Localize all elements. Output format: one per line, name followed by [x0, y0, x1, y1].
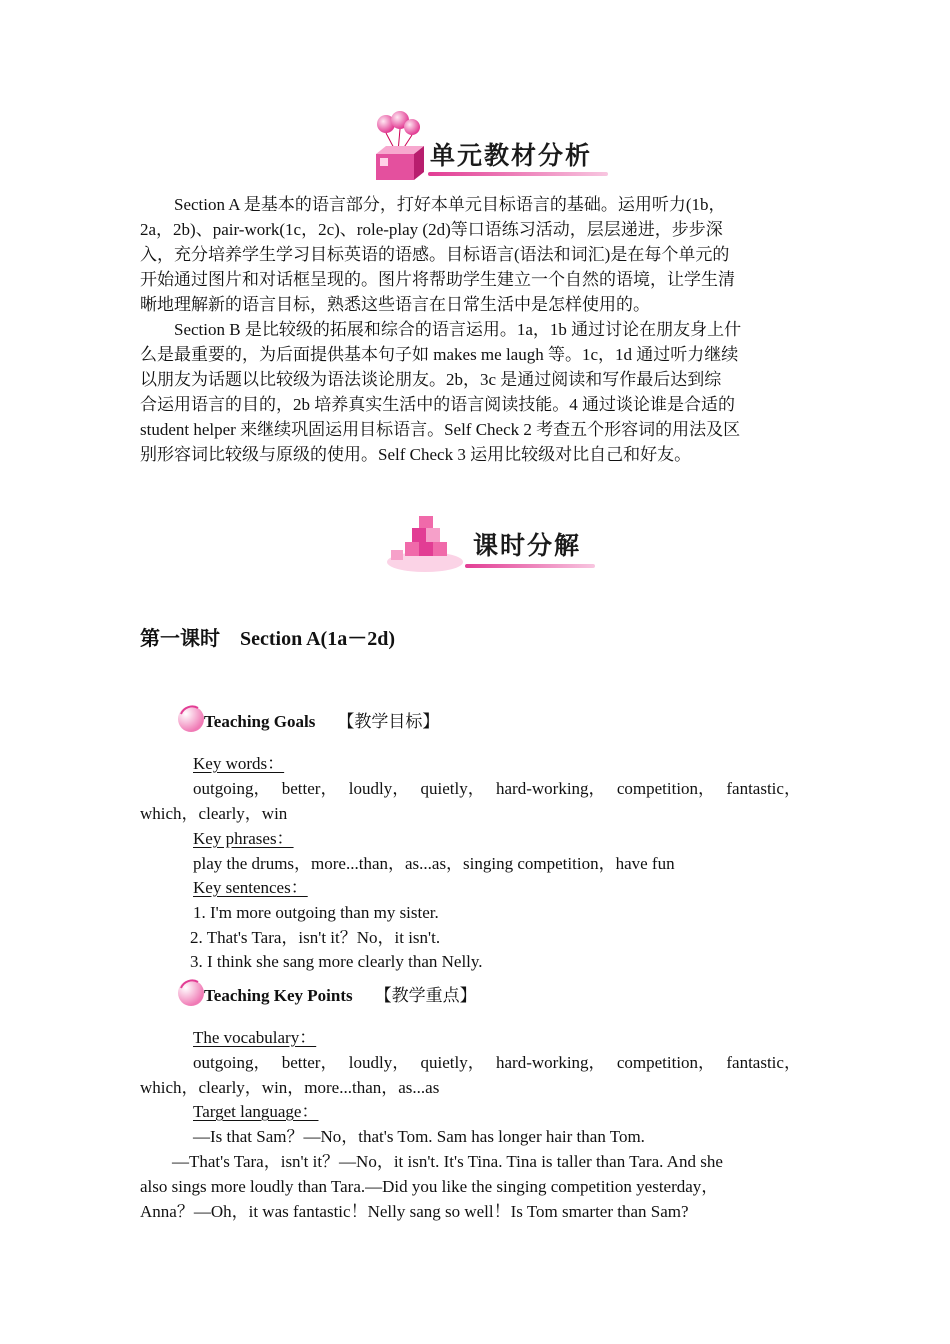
vocabulary-label: The vocabulary： — [193, 1028, 317, 1047]
key-sentence-1: 1. I'm more outgoing than my sister. — [193, 903, 439, 922]
word: loudly， — [348, 1053, 410, 1072]
word: quietly， — [420, 1053, 485, 1072]
key-sentence-2: 2. That's Tara，isn't it？No，it isn't. — [190, 928, 441, 947]
word: hard-working， — [496, 1053, 606, 1072]
word: quietly， — [420, 779, 485, 798]
unit-analysis-title: 单元教材分析 — [430, 141, 593, 170]
word: fantastic， — [726, 779, 801, 798]
key-phrases-label: Key phrases： — [193, 829, 294, 848]
target-language-line: —That's Tara，isn't it？—No，it isn't. It's Tina. Tina is taller than Tara. And she — [172, 1152, 723, 1171]
text-line: 别形容词比较级与原级的使用。Self Check 3 运用比较级对比自己和好友。 — [140, 445, 692, 464]
word: better， — [281, 1053, 338, 1072]
target-language-line: Anna？—Oh，it was fantastic！Nelly sang so well！Is Tom smarter than Sam? — [140, 1202, 689, 1221]
unit-analysis-banner — [370, 110, 620, 185]
banner-underline — [465, 564, 595, 568]
unit-analysis-paragraph-1 — [140, 192, 810, 317]
word: outgoing， — [193, 779, 271, 798]
text-line: 以朋友为话题以比较级为语法谈论朋友。2b，3c 是通过阅读和写作最后达到综 — [140, 370, 722, 389]
key-sentences-label: Key sentences： — [193, 878, 308, 897]
target-language-line: —Is that Sam？—No，that's Tom. Sam has longer hair than Tom. — [193, 1127, 645, 1146]
word: competition， — [616, 779, 716, 798]
teaching-key-points-label-cn: 【教学重点】 — [374, 986, 477, 1005]
text-line: Section A 是基本的语言部分，打好本单元目标语言的基础。运用听力(1b， — [174, 195, 726, 214]
word: fantastic， — [726, 1053, 801, 1072]
teaching-key-points-label: Teaching Key Points — [204, 986, 353, 1005]
teaching-goals-label: Teaching Goals — [204, 712, 316, 731]
vocabulary-line — [193, 1050, 801, 1075]
text-line: 晰地理解新的语言目标，熟悉这些语言在日常生活中是怎样使用的。 — [140, 295, 650, 314]
text-line: 入，充分培养学生学习目标英语的语感。目标语言(语法和词汇)是在每个单元的 — [140, 245, 730, 264]
teaching-goals-label-cn: 【教学目标】 — [337, 712, 440, 731]
key-sentence-3: 3. I think she sang more clearly than Nelly. — [190, 952, 483, 971]
teaching-key-points-header — [176, 974, 477, 1008]
teaching-goals-header — [176, 700, 439, 734]
key-words-line-2: which，clearly，win — [140, 804, 288, 823]
stacked-blocks-icon — [385, 512, 465, 574]
banner-underline — [428, 172, 608, 176]
text-line: 开始通过图片和对话框呈现的。图片将帮助学生建立一个自然的语境，让学生清 — [140, 270, 735, 289]
lesson-breakdown-title: 课时分解 — [473, 531, 582, 560]
vocabulary-line-2: which，clearly，win，more...than，as...as — [140, 1078, 440, 1097]
key-phrases-line: play the drums，more...than，as...as，singing competition，have fun — [193, 854, 675, 873]
target-language-label: Target language： — [193, 1102, 319, 1121]
pink-bullet-icon — [176, 704, 206, 734]
key-words-label: Key words： — [193, 754, 285, 773]
target-language-line: also sings more loudly than Tara.—Did you like the singing competition yesterday， — [140, 1177, 719, 1196]
lesson-heading: 第一课时 Section A(1a－2d) — [140, 628, 395, 650]
text-line: 2a，2b)、pair-work(1c，2c)、role-play (2d)等口语练习活动，层层递进，步步深 — [140, 220, 723, 239]
lesson-breakdown-banner — [385, 512, 605, 577]
balloon-box-icon — [370, 110, 430, 185]
key-words-line — [193, 776, 801, 801]
text-line: Section B 是比较级的拓展和综合的语言运用。1a，1b 通过讨论在朋友身上什 — [174, 320, 742, 339]
text-line: 么是最重要的，为后面提供基本句子如 makes me laugh 等。1c，1d 通过听力继续 — [140, 345, 739, 364]
word: better， — [281, 779, 338, 798]
word: hard-working， — [496, 779, 606, 798]
text-line: 合运用语言的目的，2b 培养真实生活中的语言阅读技能。4 通过谈论谁是合适的 — [140, 395, 735, 414]
text-line: student helper 来继续巩固运用目标语言。Self Check 2 考查五个形容词的用法及区 — [140, 420, 741, 439]
word: competition， — [616, 1053, 716, 1072]
unit-analysis-paragraph-2 — [140, 317, 810, 467]
word: loudly， — [348, 779, 410, 798]
pink-bullet-icon — [176, 978, 206, 1008]
word: outgoing， — [193, 1053, 271, 1072]
